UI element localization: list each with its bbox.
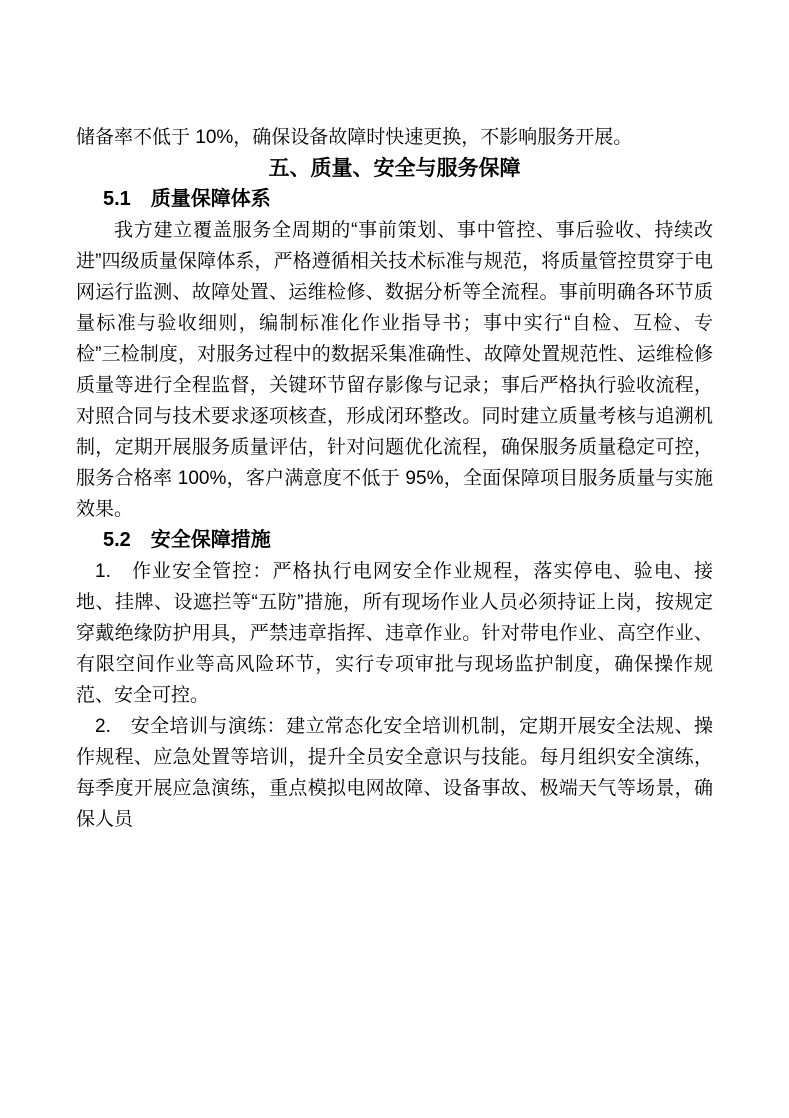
section-heading-5-2: 5.2 安全保障措施 <box>103 529 271 551</box>
section-heading-5-1: 5.1 质量保障体系 <box>103 188 271 210</box>
paragraph-safety-measure-2: 2. 安全培训与演练：建立常态化安全培训机制，定期开展安全法规、操作规程、应急处置等培训，提升全员安全意识与技能。每月组织安全演练，每季度开展应急演练，重点模拟电网故障、设备事故、极端天气等场景，确保人员 <box>76 716 713 830</box>
continued-paragraph-tail: 储备率不低于 10%，确保设备故障时快速更换，不影响服务开展。 <box>76 127 633 148</box>
paragraph-safety-measure-1: 1. 作业安全管控：严格执行电网安全作业规程，落实停电、验电、接地、挂牌、设遮拦等“五防”措施，所有现场作业人员必须持证上岗，按规定穿戴绝缘防护用具，严禁违章指挥、违章作业。针对带电作业、高空作业、有限空间作业等高风险环节，实行专项审批与现场监护制度，确保操作规范、安全可控。 <box>76 561 713 706</box>
chapter-title: 五、质量、安全与服务保障 <box>268 157 521 180</box>
paragraph-quality-assurance-system: 我方建立覆盖服务全周期的“事前策划、事中管控、事后验收、持续改进”四级质量保障体系，严格遵循相关技术标准与规范，将质量管控贯穿于电网运行监测、故障处置、运维检修、数据分析等全流程。事前明确各环节质量标准与验收细则，编制标准化作业指导书；事中实行“自检、互检、专检”三检制度，对服务过程中的数据采集准确性、故障处置规范性、运维检修质量等进行全程监督，关键环节留存影像与记录；事后严格执行验收流程，对照合同与技术要求逐项核查，形成闭环整改。同时建立质量考核与追溯机制，定期开展服务质量评估，针对问题优化流程，确保服务质量稳定可控，服务合格率 100%，客户满意度不低于 95%，全面保障项目服务质量与实施效果。 <box>76 220 713 520</box>
